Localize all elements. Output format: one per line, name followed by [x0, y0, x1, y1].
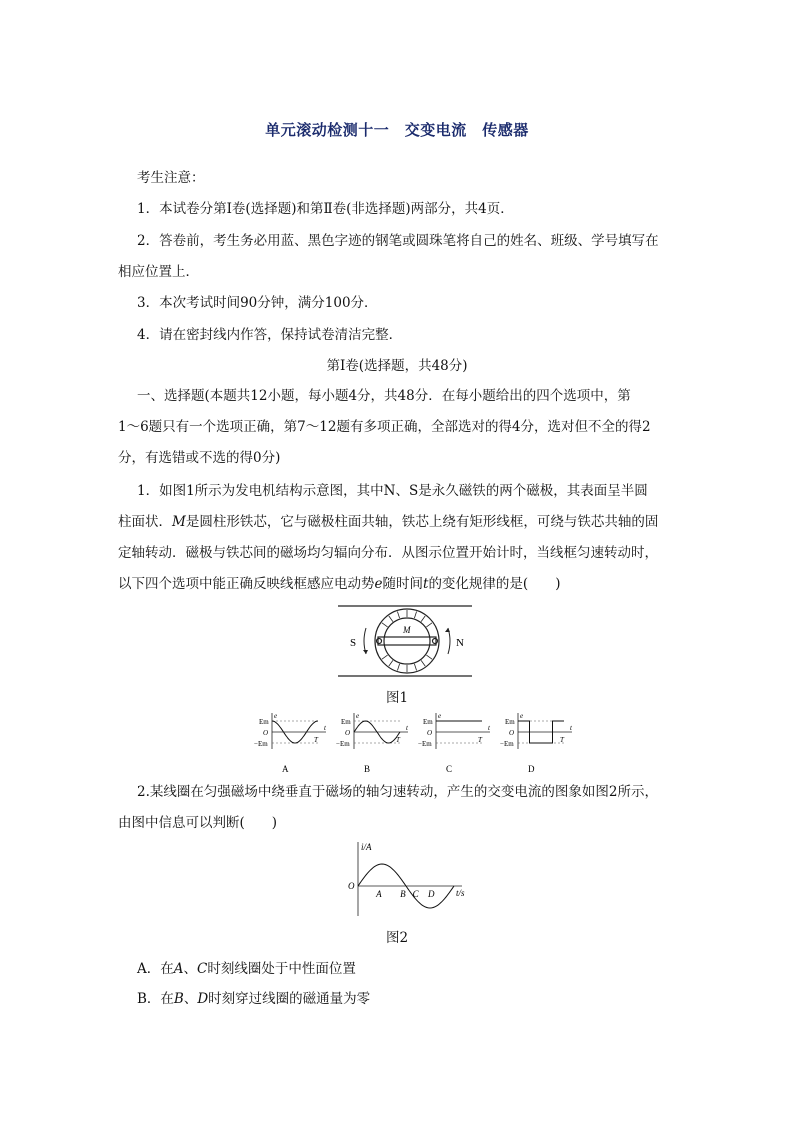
section1-line-3: 分，有选错或不选的得0分)	[118, 450, 281, 466]
notice-item-1: 1．本试卷分第Ⅰ卷(选择题)和第Ⅱ卷(非选择题)两部分，共4页．	[137, 201, 514, 217]
t-axis-label: t	[324, 724, 326, 732]
field-line	[414, 612, 416, 619]
q2-option-b: B．在B、D时刻穿过线圈的磁通量为零	[137, 991, 371, 1007]
field-line	[389, 660, 393, 666]
neg-em-tick-label: −Em	[254, 740, 268, 748]
core-m-label: M	[403, 625, 411, 635]
field-line	[397, 612, 399, 619]
e-axis-label: e	[520, 712, 524, 720]
rotation-arrowhead-right	[445, 628, 450, 632]
radial-field-lines	[382, 610, 432, 672]
field-line	[426, 623, 432, 627]
field-line	[414, 664, 416, 671]
origin-label: O	[348, 881, 355, 891]
q2-line-1: 2.某线圈在匀强磁场中绕垂直于磁场的轴匀速转动，产生的交变电流的图象如图2所示，	[137, 784, 658, 800]
part1-heading: 第Ⅰ卷(选择题，共48分)	[326, 358, 468, 374]
figure1-caption: 图1	[385, 690, 409, 706]
field-line	[421, 616, 425, 622]
field-line	[382, 623, 388, 627]
time-point-b: B	[400, 889, 406, 899]
t-axis-label: t	[570, 724, 572, 732]
period-label: T	[314, 736, 318, 744]
pole-s-label: S	[350, 637, 357, 649]
notice-item-3: 3．本次考试时间90分钟，满分100分．	[137, 295, 378, 311]
q2-line-2: 由图中信息可以判断( )	[118, 815, 278, 831]
period-label: T	[396, 736, 400, 744]
e-axis-label: e	[274, 712, 278, 720]
pole-n-label: N	[456, 637, 464, 649]
origin-label: O	[263, 729, 269, 737]
neg-em-tick-label: −Em	[418, 740, 432, 748]
em-tick-label: Em	[505, 718, 515, 726]
y-axis-label: i/A	[361, 842, 372, 852]
field-line	[382, 655, 388, 659]
notice-heading: 考生注意：	[137, 170, 205, 186]
em-tick-label: Em	[423, 718, 433, 726]
option-label: C	[446, 764, 453, 774]
coil-end-left	[377, 639, 382, 644]
option-graph-b	[336, 712, 409, 774]
period-label: T	[478, 736, 482, 744]
origin-label: O	[345, 729, 351, 737]
t-axis-label: t	[488, 724, 490, 732]
q1-line-1: 1．如图1所示为发电机结构示意图，其中N、S是永久磁铁的两个磁极，其表面呈半圆	[137, 483, 648, 499]
notice-item-2: 2．答卷前，考生务必用蓝、黑色字迹的钢笔或圆珠笔将自己的姓名、班级、学号填写在	[137, 233, 659, 249]
field-line	[397, 664, 399, 671]
figure2-current-graph	[336, 840, 476, 920]
t-axis-label: t	[406, 724, 408, 732]
page-title: 单元滚动检测十一 交变电流 传感器	[265, 121, 529, 139]
em-tick-label: Em	[341, 718, 351, 726]
neg-em-tick-label: −Em	[500, 740, 514, 748]
period-label: T	[560, 736, 564, 744]
e-axis-label: e	[438, 712, 442, 720]
option-graph-d	[500, 712, 573, 774]
q2-option-a: A．在A、C时刻线圈处于中性面位置	[137, 961, 356, 977]
option-label: B	[364, 764, 371, 774]
option-graph-c	[418, 712, 491, 774]
field-line	[389, 616, 393, 622]
q1-line-4: 以下四个选项中能正确反映线框感应电动势e随时间t的变化规律的是( )	[118, 576, 561, 592]
coil-frame	[378, 637, 436, 645]
neg-em-tick-label: −Em	[336, 740, 350, 748]
time-point-d: D	[427, 889, 435, 899]
e-axis-label: e	[356, 712, 360, 720]
generator-diagram	[330, 600, 480, 682]
option-label: A	[282, 764, 289, 774]
section1-line-1: 一、选择题(本题共12小题，每小题4分，共48分．在每小题给出的四个选项中，第	[137, 388, 631, 404]
origin-label: O	[509, 729, 515, 737]
field-line	[421, 660, 425, 666]
notice-item-2-cont: 相应位置上．	[118, 264, 199, 280]
q1-line-2: 柱面状．M是圆柱形铁芯，它与磁极柱面共轴，铁芯上绕有矩形线框，可绕与铁芯共轴的固	[118, 514, 659, 530]
em-tick-label: Em	[259, 718, 269, 726]
q1-option-graphs	[250, 708, 570, 778]
figure2-caption: 图2	[385, 930, 409, 946]
x-axis-label: t/s	[456, 888, 465, 898]
option-label: D	[528, 764, 535, 774]
time-point-a: A	[376, 889, 382, 899]
origin-label: O	[427, 729, 433, 737]
q1-line-3: 定轴转动．磁极与铁芯间的磁场均匀辐向分布．从图示位置开始计时，当线框匀速转动时，	[118, 545, 658, 561]
notice-item-4: 4．请在密封线内作答，保持试卷清洁完整．	[137, 327, 403, 343]
coil-end-right	[433, 639, 438, 644]
time-point-c: C	[412, 889, 419, 899]
field-line	[426, 655, 432, 659]
option-graph-a	[254, 712, 327, 774]
section1-line-2: 1～6题只有一个选项正确，第7～12题有多项正确，全部选对的得4分，选对但不全的得2	[118, 419, 651, 435]
